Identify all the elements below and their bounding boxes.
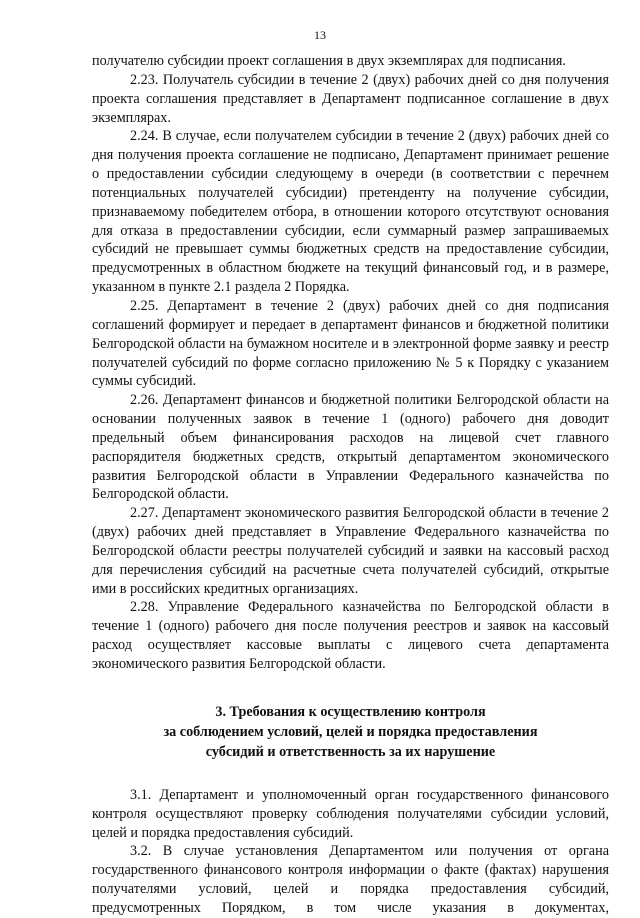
- section-3-heading: [92, 702, 609, 762]
- paragraph-3-1: 3.1. Департамент и уполномоченный орган государственного финансового контроля осуществляют проверку соблюдения получателями субсидии условий, целей и порядка предоставления субсидий.: [92, 786, 609, 841]
- paragraph-continuation: получателю субсидии проект соглашения в двух экземплярах для подписания.: [92, 53, 566, 69]
- paragraph-2-26: 2.26. Департамент финансов и бюджетной политики Белгородской области на основании полученных заявок в течение 1 (одного) рабочего дня доводит предельный объем финансирования расходов на лицевой счет главного распорядителя бюджетных средств, открытый департаментом экономического развития Белгородской области в Управлении Федерального казначейства по Белгородской области.: [92, 392, 609, 503]
- paragraph-2-23: 2.23. Получатель субсидии в течение 2 (двух) рабочих дней со дня получения проекта соглашения представляет в Департамент подписанное соглашение в двух экземплярах.: [92, 71, 609, 126]
- paragraph-3-2: 3.2. В случае установления Департаментом или получения от органа государственного финансового контроля информации о факте (фактах) нарушения получателями условий, целей и порядка предоставления субсидий, предусмотренных Порядком, в том числе указания в документах,: [92, 843, 609, 916]
- document-body: [92, 52, 609, 918]
- section-heading-line-2: за соблюдением условий, целей и порядка предоставления: [163, 723, 538, 740]
- paragraph-2-28: 2.28. Управление Федерального казначейства по Белгородской области в течение 1 (одного) рабочего дня после получения реестров и заявок на кассовый расход осуществляет кассовые выплаты с лицевого счета департамента экономического развития Белгородской области.: [92, 599, 609, 672]
- paragraph-2-25: 2.25. Департамент в течение 2 (двух) рабочих дней со дня подписания соглашений формирует и передает в департамент финансов и бюджетной политики Белгородской области на бумажном носителе и в электронной форме заявку и реестр получателей субсидий по форме согласно приложению № 5 к Порядку с указанием суммы субсидий.: [92, 297, 609, 390]
- paragraph-2-27: 2.27. Департамент экономического развития Белгородской области в течение 2 (двух) рабочих дней представляет в Управление Федерального казначейства по Белгородской области реестры получателей субсидий и заявки на кассовый расход для перечисления субсидий на расчетные счета получателей субсидий, открытые ими в российских кредитных организациях.: [92, 505, 609, 597]
- paragraph-2-24: 2.24. В случае, если получателем субсидии в течение 2 (двух) рабочих дней со дня получения проекта соглашение не подписано, Департамент принимает решение о предоставлении субсидии следующему в очереди (в соответствии с перечнем потенциальных получателей субсидии) претенденту на получение субсидии, признаваемому победителем отбора, в отношении которого отсутствуют основания для отказа в предоставлении субсидии, если суммарный размер запрашиваемых субсидий не превышает суммы бюджетных средств на предоставление субсидии, предусмотренных в областном бюджете на текущий финансовый год, и в размере, указанном в пункте 2.1 раздела 2 Порядка.: [92, 128, 609, 296]
- section-heading-line-1: 3. Требования к осуществлению контроля: [215, 703, 486, 720]
- section-heading-line-3: субсидий и ответственность за их нарушение: [205, 743, 496, 760]
- page-number: 13: [314, 28, 326, 42]
